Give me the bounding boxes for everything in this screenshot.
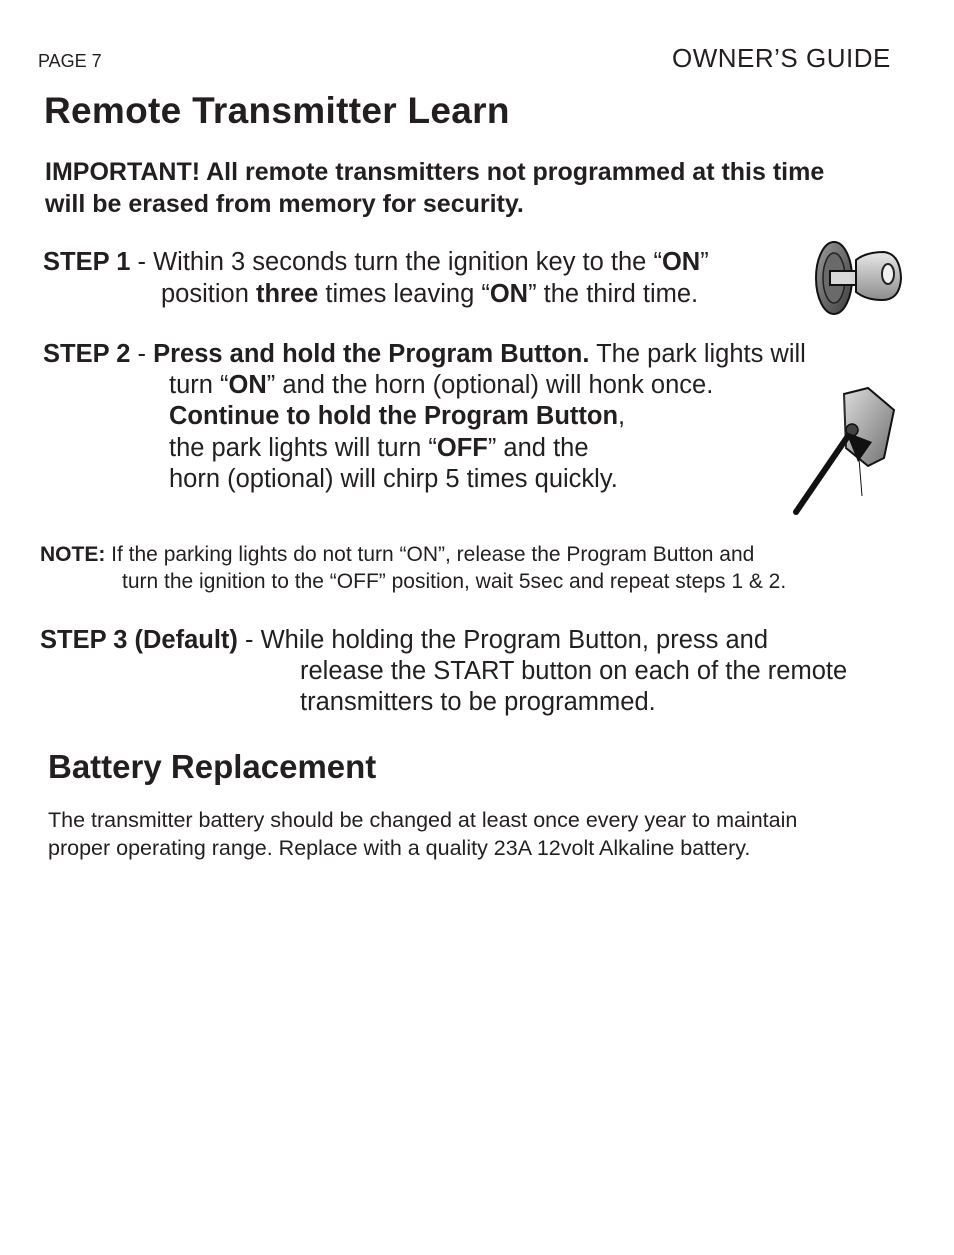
important-notice bbox=[45, 156, 824, 220]
important-line-2: will be erased from memory for security. bbox=[45, 190, 524, 218]
step3-line-1: STEP 3 (Default) - While holding the Program Button, press and bbox=[40, 626, 769, 654]
step3-label: STEP 3 (Default) bbox=[40, 626, 238, 654]
step3-line-2: release the START button on each of the remote bbox=[300, 657, 848, 685]
section-title-remote-learn: Remote Transmitter Learn bbox=[44, 90, 510, 131]
note-line-2: turn the ignition to the “OFF” position, wait 5sec and repeat steps 1 & 2. bbox=[122, 570, 787, 593]
step1-label: STEP 1 bbox=[43, 248, 131, 276]
step2-line-2: turn “ON” and the horn (optional) will honk once. bbox=[169, 371, 714, 399]
step2-line-1: STEP 2 - Press and hold the Program Button. The park lights will bbox=[43, 340, 806, 368]
step2-line-3: Continue to hold the Program Button, bbox=[169, 402, 626, 430]
step1-line-2: position three times leaving “ON” the third time. bbox=[161, 280, 699, 308]
step2-line-4: the park lights will turn “OFF” and the bbox=[169, 434, 589, 462]
section-title-battery: Battery Replacement bbox=[48, 748, 377, 785]
step2-line-5: horn (optional) will chirp 5 times quickly. bbox=[169, 465, 618, 493]
battery-paragraph bbox=[48, 806, 797, 862]
step1-line-1: STEP 1 - Within 3 seconds turn the ignition key to the “ON” bbox=[43, 248, 709, 276]
program-button-icon bbox=[788, 384, 900, 518]
step2-label: STEP 2 bbox=[43, 340, 131, 368]
ignition-key-icon bbox=[810, 238, 906, 320]
guide-title: OWNER’S GUIDE bbox=[672, 43, 891, 73]
note-line-1: NOTE: If the parking lights do not turn “ON”, release the Program Button and bbox=[40, 543, 755, 566]
battery-line-1: The transmitter battery should be changed at least once every year to maintain bbox=[48, 808, 798, 832]
note-label: NOTE: bbox=[40, 543, 106, 566]
step3-line-3: transmitters to be programmed. bbox=[300, 688, 656, 716]
important-line-1: IMPORTANT! All remote transmitters not programmed at this time bbox=[45, 158, 825, 186]
page-number: PAGE 7 bbox=[38, 51, 102, 71]
battery-line-2: proper operating range. Replace with a quality 23A 12volt Alkaline battery. bbox=[48, 836, 751, 860]
